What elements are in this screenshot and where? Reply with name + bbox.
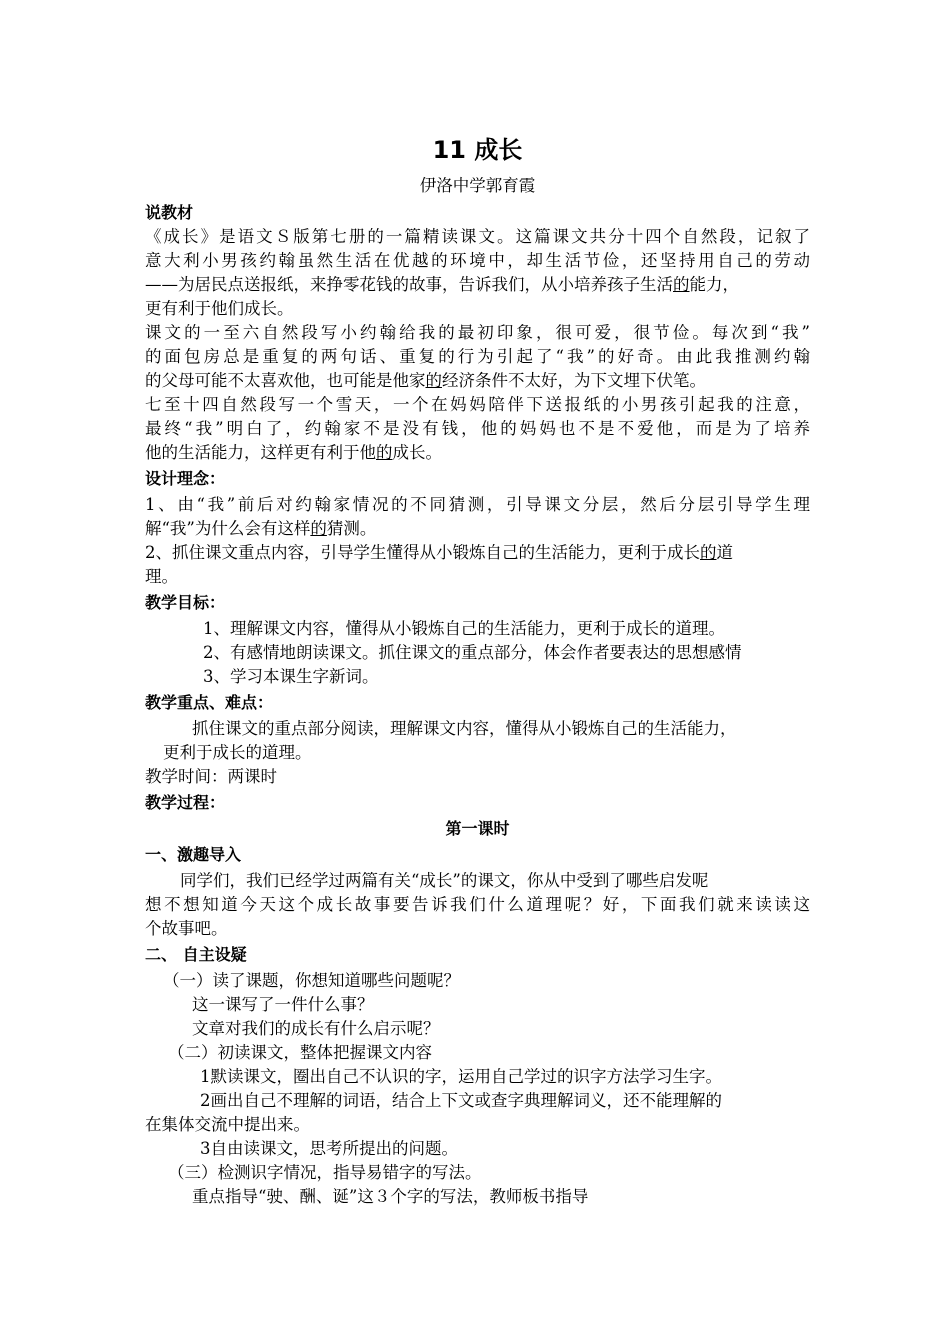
para-line: 想不想知道今天这个成长故事要告诉我们什么道理呢？好，下面我们就来读读这 [145,895,810,914]
heading-teaching-goals: 教学目标： [145,593,226,612]
para-line: ——为居民点送报纸，来挣零花钱的故事，告诉我们，从小培养孩子生活的能力， [145,275,739,294]
lesson-one-heading: 第一课时 [445,819,510,838]
para-line: 2、抓住课文重点内容，引导学生懂得从小锻炼自己的生活能力，更利于成长的道 [145,543,733,562]
underlined-word: 的 [673,275,690,294]
underlined-word: 的 [310,519,327,538]
heading-key-points: 教学重点、难点： [145,693,274,712]
underlined-word: 的 [425,371,442,390]
question-line: 这一课写了一件什么事？ [192,995,374,1014]
para-line: 更利于成长的道理。 [163,743,312,762]
para-line: 1、由“我”前后对约翰家情况的不同猜测，引导课文分层，然后分层引导学生理 [145,495,810,514]
sub-heading: （三）检测识字情况，指导易错字的写法。 [168,1163,482,1182]
page-title: 11 成长 [432,136,523,164]
para-line: 抓住课文的重点部分阅读，理解课文内容，懂得从小锻炼自己的生活能力， [192,719,737,738]
teaching-time: 教学时间：两课时 [145,767,277,786]
heading-design-concept: 设计理念： [145,469,226,488]
heading-intro: 一、激趣导入 [145,845,242,864]
para-line: 的面包房总是重复的两句话、重复的行为引起了“我”的好奇。由此我推测约翰 [145,347,810,366]
step-line: 在集体交流中提出来。 [145,1115,310,1134]
sub-heading: （一）读了课题，你想知道哪些问题呢？ [163,971,460,990]
para-line: 七至十四自然段写一个雪天，一个在妈妈陪伴下送报纸的小男孩引起我的注意， [145,395,810,414]
underlined-word: 的 [376,443,393,462]
question-line: 文章对我们的成长有什么启示呢？ [192,1019,440,1038]
para-line: 解“我”为什么会有这样的猜测。 [145,519,377,538]
sub-heading: （二）初读课文，整体把握课文内容 [168,1043,432,1062]
step-line: 重点指导“驶、酬、诞”这３个字的写法，教师板书指导 [192,1187,589,1206]
para-line: 意大利小男孩约翰虽然生活在优越的环境中，却生活节俭，还坚持用自己的劳动 [145,251,810,270]
para-line: 最终“我”明白了，约翰家不是没有钱，他的妈妈也不是不爱他，而是为了培养 [145,419,810,438]
step-line: 2画出自己不理解的词语，结合上下文或查字典理解词义，还不能理解的 [200,1091,722,1110]
author-line: 伊洛中学郭育霞 [419,176,536,195]
para-line: 的父母可能不太喜欢他，也可能是他家的经济条件不太好，为下文埋下伏笔。 [145,371,706,390]
para-line: 更有利于他们成长。 [145,299,294,318]
step-line: 3自由读课文，思考所提出的问题。 [200,1139,458,1158]
heading-self-question: 二、 自主设疑 [145,945,247,964]
para-line: 他的生活能力，这样更有利于他的成长。 [145,443,442,462]
para-line: 《成长》是语文Ｓ版第七册的一篇精读课文。这篇课文共分十四个自然段，记叙了 [145,227,810,246]
underlined-word: 的 [700,543,717,562]
para-line: 课文的一至六自然段写小约翰给我的最初印象，很可爱，很节俭。每次到“我” [145,323,810,342]
goal-item: 2、有感情地朗读课文。抓住课文的重点部分，体会作者要表达的思想感情 [203,643,742,662]
goal-item: 3、学习本课生字新词。 [203,667,379,686]
heading-teaching-material: 说教材 [145,203,194,222]
para-line: 个故事吧。 [145,919,228,938]
step-line: 1默读课文，圈出自己不认识的字，运用自己学过的识字方法学习生字。 [200,1067,722,1086]
goal-item: 1、理解课文内容，懂得从小锻炼自己的生活能力，更利于成长的道理。 [203,619,725,638]
heading-teaching-process: 教学过程： [145,793,226,812]
para-line: 理。 [145,567,178,586]
para-line: 同学们，我们已经学过两篇有关“成长”的课文，你从中受到了哪些启发呢 [180,871,709,890]
